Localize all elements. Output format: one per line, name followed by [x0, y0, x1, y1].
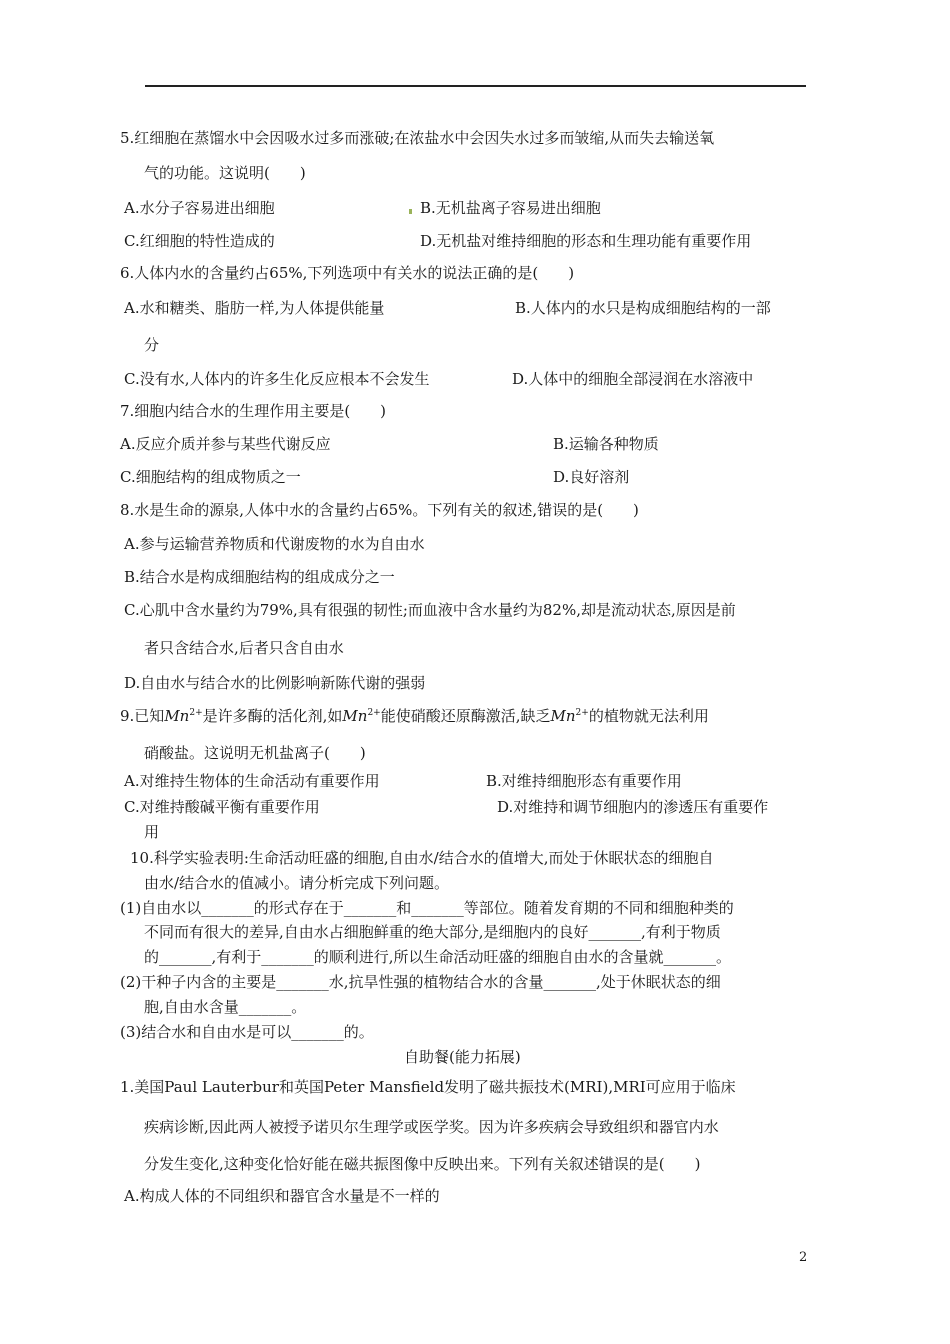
text-line: B.运输各种物质	[553, 435, 659, 453]
text-line: A.水和糖类、脂肪一样,为人体提供能量	[124, 299, 385, 317]
text-line: 不同而有很大的差异,自由水占细胞鲜重的绝大部分,是细胞内的良好_______,有利于物质	[144, 923, 721, 941]
decorative-dot	[409, 209, 412, 214]
question-9-stem	[120, 703, 709, 726]
text-line: 由水/结合水的值减小。请分析完成下列问题。	[144, 874, 450, 892]
text-line: 分发生变化,这种变化恰好能在磁共振图像中反映出来。下列有关叙述错误的是( )	[144, 1155, 701, 1173]
text-line: 气的功能。这说明( )	[144, 164, 306, 182]
page-number: 2	[799, 1250, 808, 1265]
text-line: A.水分子容易进出细胞	[124, 199, 275, 217]
text-line: B.人体内的水只是构成细胞结构的一部	[515, 299, 771, 317]
text-line: 1.美国Paul Lauterbur和英国Peter Mansfield发明了磁共振技术(MRI),MRI可应用于临床	[120, 1078, 736, 1096]
text-line: D.自由水与结合水的比例影响新陈代谢的强弱	[124, 674, 426, 692]
text-line: C.细胞结构的组成物质之一	[120, 468, 301, 486]
text-line: B.对维持细胞形态有重要作用	[486, 772, 682, 790]
text-line: C.心肌中含水量约为79%,具有很强的韧性;而血液中含水量约为82%,却是流动状态,原因是前	[124, 601, 736, 619]
text-line: C.没有水,人体内的许多生化反应根本不会发生	[124, 370, 430, 388]
text-line: A.反应介质并参与某些代谢反应	[120, 435, 331, 453]
mn-ion-formula: $Mn^{2+}$	[342, 707, 381, 725]
text-line: (2)干种子内含的主要是_______水,抗旱性强的植物结合水的含量_______,处于休眠状态的细	[120, 973, 721, 991]
q9-text-b: 是许多酶的活化剂,如	[202, 707, 343, 725]
text-line: 5.红细胞在蒸馏水中会因吸水过多而涨破;在浓盐水中会因失水过多而皱缩,从而失去输送氧	[120, 129, 715, 147]
text-line: 6.人体内水的含量约占65%,下列选项中有关水的说法正确的是( )	[120, 264, 575, 282]
text-line: B.结合水是构成细胞结构的组成成分之一	[124, 568, 395, 586]
text-line: D.良好溶剂	[553, 468, 630, 486]
q9-text-a: 9.已知	[120, 707, 165, 725]
text-line: A.参与运输营养物质和代谢废物的水为自由水	[124, 535, 425, 553]
text-line: 疾病诊断,因此两人被授予诺贝尔生理学或医学奖。因为许多疾病会导致组织和器官内水	[144, 1118, 719, 1136]
text-line: 用	[144, 823, 160, 841]
text-line: 自助餐(能力拓展)	[404, 1048, 521, 1066]
text-line: C.对维持酸碱平衡有重要作用	[124, 798, 320, 816]
text-line: D.对维持和调节细胞内的渗透压有重要作	[497, 798, 769, 816]
mn-ion-formula: $Mn^{2+}$	[164, 707, 203, 725]
text-line: 分	[144, 336, 160, 354]
text-line: 10.科学实验表明:生命活动旺盛的细胞,自由水/结合水的值增大,而处于休眠状态的细胞自	[130, 849, 714, 867]
text-line: 硝酸盐。这说明无机盐离子( )	[144, 744, 366, 762]
text-line: B.无机盐离子容易进出细胞	[420, 199, 601, 217]
text-line: 8.水是生命的源泉,人体中水的含量约占65%。下列有关的叙述,错误的是( )	[120, 501, 639, 519]
text-line: A.对维持生物体的生命活动有重要作用	[124, 772, 380, 790]
text-line: 的_______,有利于_______的顺利进行,所以生命活动旺盛的细胞自由水的含量就_______。	[144, 948, 732, 966]
text-line: (1)自由水以_______的形式存在于_______和_______等部位。随着发育期的不同和细胞种类的	[120, 899, 734, 917]
text-line: D.无机盐对维持细胞的形态和生理功能有重要作用	[420, 232, 752, 250]
text-line: D.人体中的细胞全部浸润在水溶液中	[512, 370, 754, 388]
text-line: A.构成人体的不同组织和器官含水量是不一样的	[124, 1187, 440, 1205]
q9-text-d: 的植物就无法利用	[588, 707, 709, 725]
text-line: 者只含结合水,后者只含自由水	[144, 639, 344, 657]
text-line: (3)结合水和自由水是可以_______的。	[120, 1023, 374, 1041]
text-line: C.红细胞的特性造成的	[124, 232, 275, 250]
text-line: 7.细胞内结合水的生理作用主要是( )	[120, 402, 387, 420]
mn-ion-formula: $Mn^{2+}$	[550, 707, 589, 725]
text-line: 胞,自由水含量_______。	[144, 998, 307, 1016]
q9-text-c: 能使硝酸还原酶激活,缺乏	[380, 707, 551, 725]
header-rule	[145, 85, 806, 87]
